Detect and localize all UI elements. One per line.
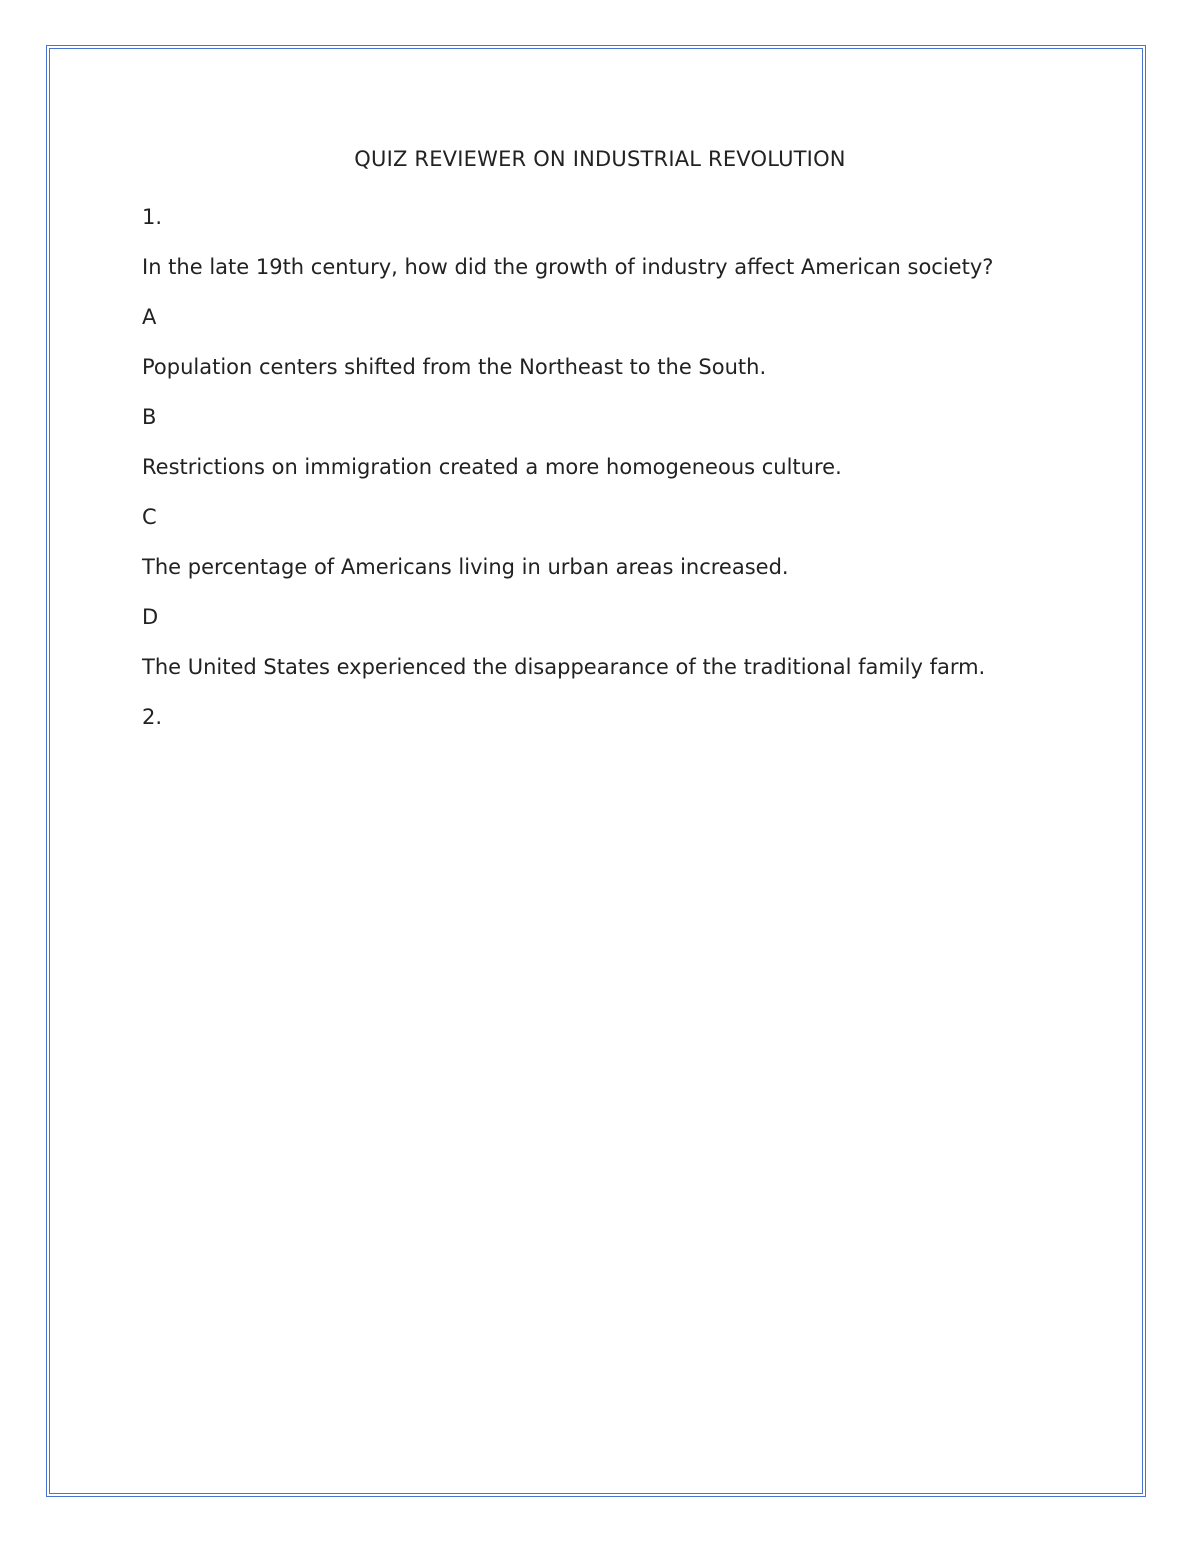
option-b-text: Restrictions on immigration created a more homogeneous culture. bbox=[142, 455, 842, 479]
document-title: QUIZ REVIEWER ON INDUSTRIAL REVOLUTION bbox=[354, 147, 846, 171]
option-a-text: Population centers shifted from the Northeast to the South. bbox=[142, 355, 767, 379]
question-2-number: 2. bbox=[142, 705, 163, 729]
option-c-letter: C bbox=[142, 505, 157, 529]
option-d-letter: D bbox=[142, 605, 159, 629]
option-d-text: The United States experienced the disappearance of the traditional family farm. bbox=[142, 655, 986, 679]
question-1-number: 1. bbox=[142, 205, 163, 229]
option-a-letter: A bbox=[142, 305, 157, 329]
option-c-text: The percentage of Americans living in urban areas increased. bbox=[142, 555, 789, 579]
option-b-letter: B bbox=[142, 405, 157, 429]
document-body bbox=[142, 142, 1042, 742]
question-1-prompt: In the late 19th century, how did the growth of industry affect American society? bbox=[142, 255, 994, 279]
